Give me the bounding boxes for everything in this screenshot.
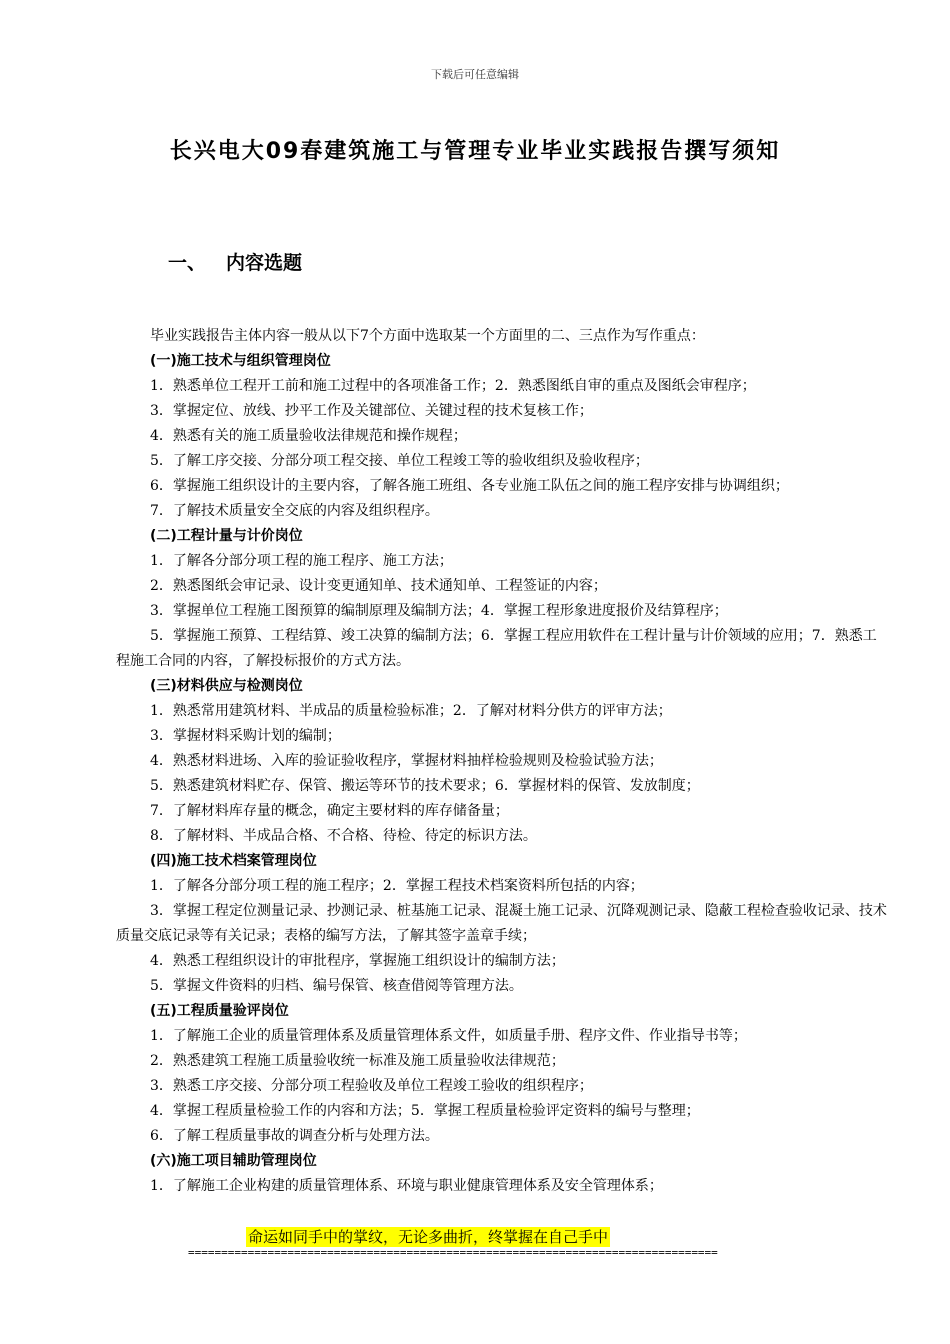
footer-highlight: 命运如同手中的掌纹，无论多曲折，终掌握在自己手中 bbox=[248, 1228, 609, 1246]
list-item: 7．了解材料库存量的概念，确定主要材料的库存储备量； bbox=[150, 803, 509, 819]
list-item: 8．了解材料、半成品合格、不合格、待检、待定的标识方法。 bbox=[150, 828, 537, 844]
list-item: 1．了解各分部分项工程的施工程序；2．掌握工程技术档案资料所包括的内容； bbox=[150, 878, 644, 894]
section-heading bbox=[168, 248, 302, 275]
section-number: 一、 bbox=[168, 252, 207, 274]
list-item: 3．熟悉工序交接、分部分项工程验收及单位工程竣工验收的组织程序； bbox=[150, 1078, 593, 1094]
group-heading: (三)材料供应与检测岗位 bbox=[150, 678, 303, 694]
list-item: 6．掌握施工组织设计的主要内容，了解各施工班组、各专业施工队伍之间的施工程序安排与协调组织； bbox=[150, 478, 789, 494]
intro-paragraph: 毕业实践报告主体内容一般从以下7个方面中选取某一个方面里的二、三点作为写作重点： bbox=[150, 328, 705, 344]
document-body bbox=[116, 324, 888, 1199]
list-item: 1．了解施工企业的质量管理体系及质量管理体系文件，如质量手册、程序文件、作业指导书等； bbox=[150, 1028, 747, 1044]
list-item: 7．了解技术质量安全交底的内容及组织程序。 bbox=[150, 503, 439, 519]
list-item: 2．熟悉建筑工程施工质量验收统一标准及施工质量验收法律规范； bbox=[150, 1053, 565, 1069]
list-item: 6．了解工程质量事故的调查分析与处理方法。 bbox=[150, 1128, 439, 1144]
list-item: 1．熟悉常用建筑材料、半成品的质量检验标准；2．了解对材料分供方的评审方法； bbox=[150, 703, 672, 719]
list-item: 5．熟悉建筑材料贮存、保管、搬运等环节的技术要求；6．掌握材料的保管、发放制度； bbox=[150, 778, 700, 794]
section-title: 内容选题 bbox=[226, 252, 303, 274]
list-item: 4．熟悉有关的施工质量验收法律规范和操作规程； bbox=[150, 428, 467, 444]
group-heading: (六)施工项目辅助管理岗位 bbox=[150, 1153, 317, 1169]
list-item: 1．了解施工企业构建的质量管理体系、环境与职业健康管理体系及安全管理体系； bbox=[150, 1178, 663, 1194]
list-item: 3．掌握单位工程施工图预算的编制原理及编制方法；4．掌握工程形象进度报价及结算程序； bbox=[150, 603, 728, 619]
header-note: 下载后可任意编辑 bbox=[431, 68, 519, 81]
list-item: 2．熟悉图纸会审记录、设计变更通知单、技术通知单、工程签证的内容； bbox=[150, 578, 607, 594]
list-item: 3．掌握工程定位测量记录、抄测记录、桩基施工记录、混凝土施工记录、沉降观测记录、隐蔽工程检查验收记录、技术质量交底记录等有关记录；表格的编写方法，了解其签字盖章手续； bbox=[116, 903, 887, 944]
group-heading: (五)工程质量验评岗位 bbox=[150, 1003, 289, 1019]
group-heading: (一)施工技术与组织管理岗位 bbox=[150, 353, 331, 369]
list-item: 1．了解各分部分项工程的施工程序、施工方法； bbox=[150, 553, 453, 569]
list-item: 4．熟悉工程组织设计的审批程序，掌握施工组织设计的编制方法； bbox=[150, 953, 565, 969]
document-title: 长兴电大09春建筑施工与管理专业毕业实践报告撰写须知 bbox=[169, 139, 781, 164]
list-item: 3．掌握定位、放线、抄平工作及关键部位、关键过程的技术复核工作； bbox=[150, 403, 593, 419]
list-item: 5．了解工序交接、分部分项工程交接、单位工程竣工等的验收组织及验收程序； bbox=[150, 453, 649, 469]
list-item: 5．掌握施工预算、工程结算、竣工决算的编制方法；6．掌握工程应用软件在工程计量与计价领域的应用；7．熟悉工程施工合同的内容，了解投标报价的方式方法。 bbox=[116, 628, 877, 669]
list-item: 4．掌握工程质量检验工作的内容和方法；5．掌握工程质量检验评定资料的编号与整理； bbox=[150, 1103, 700, 1119]
group-heading: (二)工程计量与计价岗位 bbox=[150, 528, 303, 544]
list-item: 3．掌握材料采购计划的编制； bbox=[150, 728, 341, 744]
footer-rule: ================================================================================ bbox=[188, 1246, 718, 1259]
list-item: 4．熟悉材料进场、入库的验证验收程序，掌握材料抽样检验规则及检验试验方法； bbox=[150, 753, 663, 769]
group-heading: (四)施工技术档案管理岗位 bbox=[150, 853, 317, 869]
list-item: 1．熟悉单位工程开工前和施工过程中的各项准备工作；2．熟悉图纸自审的重点及图纸会审程序； bbox=[150, 378, 756, 394]
list-item: 5．掌握文件资料的归档、编号保管、核查借阅等管理方法。 bbox=[150, 978, 523, 994]
